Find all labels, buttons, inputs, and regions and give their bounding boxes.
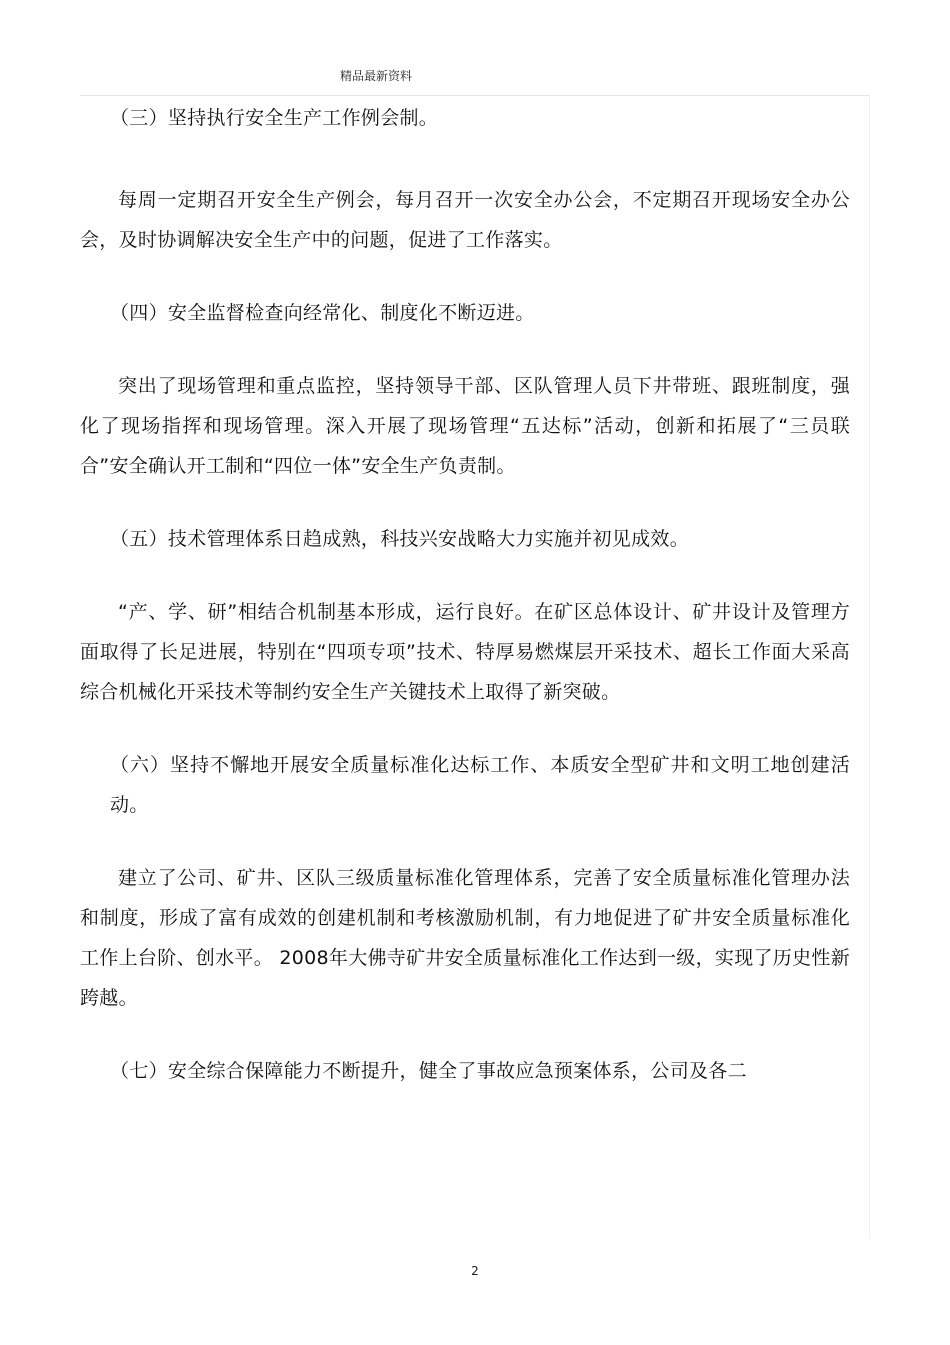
header-divider [80, 95, 870, 96]
page-number: 2 [471, 1264, 479, 1278]
document-body [80, 98, 850, 1091]
section-heading-4: （四）安全监督检查向经常化、制度化不断迈进。 [110, 302, 535, 324]
section-heading-3: （三）坚持执行安全生产工作例会制。 [110, 107, 439, 129]
section-heading-7: （七）安全综合保障能力不断提升，健全了事故应急预案体系，公司及各二 [110, 1060, 747, 1082]
section-paragraph-5: “产、学、研”相结合机制基本形成，运行良好。在矿区总体设计、矿井设计及管理方面取得了长足进展，特别在“四项专项”技术、特厚易燃煤层开采技术、超长工作面大采高综合机械化开采技术等制约安全生产关键技术上取得了新突破。 [80, 601, 850, 703]
section-paragraph-4: 突出了现场管理和重点监控，坚持领导干部、区队管理人员下井带班、跟班制度，强化了现场指挥和现场管理。深入开展了现场管理“五达标”活动，创新和拓展了“三员联合”安全确认开工制和“四位一体”安全生产负责制。 [80, 375, 850, 477]
page-header: 精品最新资料 [340, 69, 413, 83]
section-paragraph-6: 建立了公司、矿井、区队三级质量标准化管理体系，完善了安全质量标准化管理办法和制度，形成了富有成效的创建机制和考核激励机制，有力地促进了矿井安全质量标准化工作上台阶、创水平。 2008年大佛寺矿井安全质量标准化工作达到一级，实现了历史性新跨越。 [80, 867, 850, 1009]
right-margin-line [869, 95, 870, 1238]
section-heading-5: （五）技术管理体系日趋成熟，科技兴安战略大力实施并初见成效。 [110, 528, 690, 550]
section-heading-6: （六）坚持不懈地开展安全质量标准化达标工作、本质安全型矿井和文明工地创建活动。 [110, 754, 850, 816]
section-paragraph-3: 每周一定期召开安全生产例会，每月召开一次安全办公会，不定期召开现场安全办公会，及时协调解决安全生产中的问题，促进了工作落实。 [80, 189, 850, 251]
